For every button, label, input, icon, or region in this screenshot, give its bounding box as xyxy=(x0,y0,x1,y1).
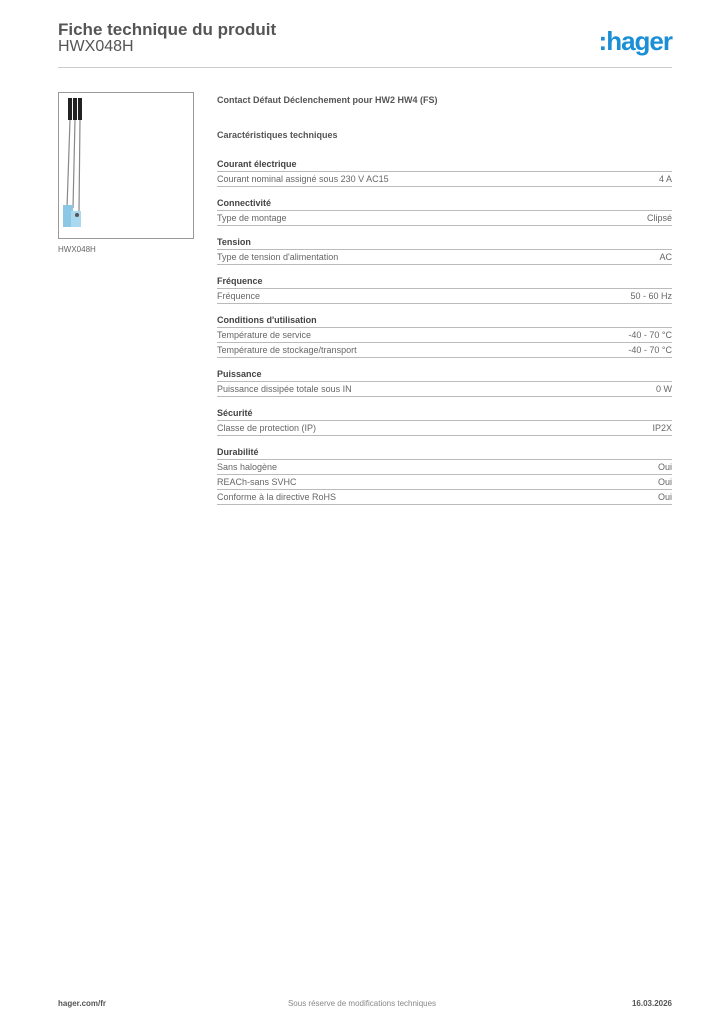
spec-value: -40 - 70 °C xyxy=(628,345,672,355)
section-title: Fréquence xyxy=(217,273,672,289)
spec-value: 4 A xyxy=(658,174,672,184)
spec-row xyxy=(217,421,672,436)
product-code: HWX048H xyxy=(58,38,134,55)
spec-content xyxy=(217,95,672,513)
section-title: Tension xyxy=(217,234,672,250)
spec-value: Oui xyxy=(657,462,672,472)
characteristics-title: Caractéristiques techniques xyxy=(217,130,338,140)
section-title: Durabilité xyxy=(217,444,672,460)
spec-section xyxy=(217,195,672,226)
spec-value: AC xyxy=(659,252,672,262)
spec-label: Température de service xyxy=(217,330,312,340)
spec-row xyxy=(217,490,672,505)
spec-value: Clipsé xyxy=(646,213,672,223)
spec-row xyxy=(217,475,672,490)
footer-website[interactable]: hager.com/fr xyxy=(58,999,107,1008)
spec-label: Type de tension d'alimentation xyxy=(217,252,339,262)
spec-label: Température de stockage/transport xyxy=(217,345,357,355)
spec-label: Courant nominal assigné sous 230 V AC15 xyxy=(217,174,389,184)
spec-label: Sans halogène xyxy=(217,462,278,472)
image-caption: HWX048H xyxy=(58,245,96,254)
spec-value: 0 W xyxy=(655,384,672,394)
spec-section xyxy=(217,405,672,436)
spec-label: Classe de protection (IP) xyxy=(217,423,317,433)
spec-row xyxy=(217,382,672,397)
spec-sections xyxy=(217,156,672,505)
spec-value: Oui xyxy=(657,492,672,502)
product-name: Contact Défaut Déclenchement pour HW2 HW4 (FS) xyxy=(217,95,438,105)
spec-value: 50 - 60 Hz xyxy=(630,291,672,301)
spec-row xyxy=(217,460,672,475)
spec-section xyxy=(217,312,672,358)
page-title: Fiche technique du produit xyxy=(58,20,277,39)
header-divider xyxy=(58,67,672,68)
section-title: Sécurité xyxy=(217,405,672,421)
spec-label: REACh-sans SVHC xyxy=(217,477,297,487)
product-image xyxy=(58,92,194,239)
spec-section xyxy=(217,156,672,187)
footer-date: 16.03.2026 xyxy=(631,999,672,1008)
section-title: Courant électrique xyxy=(217,156,672,172)
spec-row xyxy=(217,172,672,187)
spec-label: Puissance dissipée totale sous IN xyxy=(217,384,352,394)
hager-logo: :hager xyxy=(598,26,672,56)
section-title: Conditions d'utilisation xyxy=(217,312,672,328)
spec-section xyxy=(217,273,672,304)
spec-label: Fréquence xyxy=(217,291,261,301)
spec-row xyxy=(217,328,672,343)
spec-section xyxy=(217,444,672,505)
section-title: Puissance xyxy=(217,366,672,382)
section-title: Connectivité xyxy=(217,195,672,211)
spec-row xyxy=(217,343,672,358)
spec-value: Oui xyxy=(657,477,672,487)
spec-row xyxy=(217,250,672,265)
spec-section xyxy=(217,234,672,265)
spec-label: Conforme à la directive RoHS xyxy=(217,492,337,502)
spec-label: Type de montage xyxy=(217,213,287,223)
spec-section xyxy=(217,366,672,397)
spec-value: -40 - 70 °C xyxy=(628,330,672,340)
footer-notice: Sous réserve de modifications techniques xyxy=(287,999,437,1008)
spec-row xyxy=(217,211,672,226)
spec-value: IP2X xyxy=(652,423,672,433)
spec-row xyxy=(217,289,672,304)
